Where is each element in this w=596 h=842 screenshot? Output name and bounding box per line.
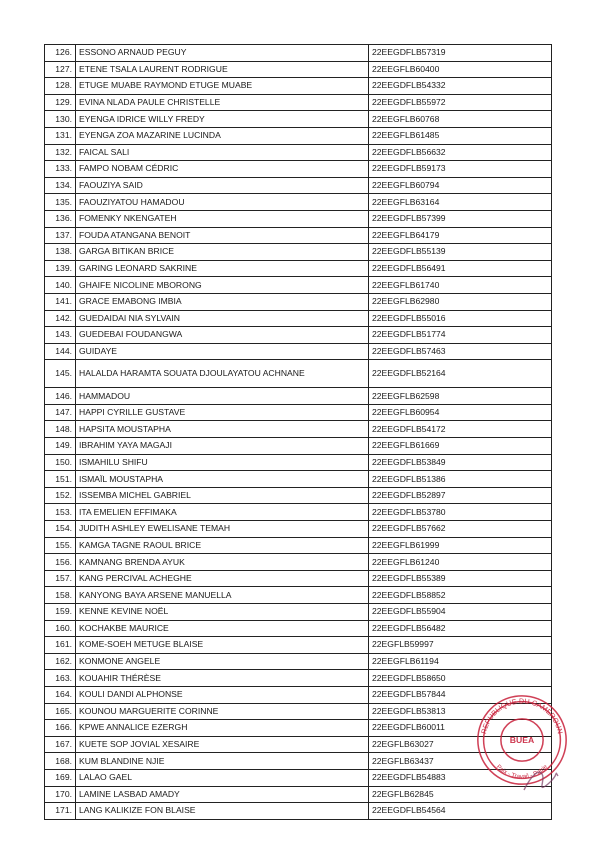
row-number: 171. bbox=[45, 803, 76, 820]
table-row bbox=[45, 554, 552, 571]
table-row bbox=[45, 161, 552, 178]
candidate-code: 22EEGFLB61194 bbox=[369, 653, 552, 670]
candidate-name: FOUDA ATANGANA BENOIT bbox=[76, 227, 369, 244]
candidate-name: FOMENKY NKENGATEH bbox=[76, 210, 369, 227]
table-row bbox=[45, 653, 552, 670]
table-row bbox=[45, 360, 552, 388]
candidate-code: 22EEGDFLB57463 bbox=[369, 343, 552, 360]
candidate-code: 22EEGDFLB58650 bbox=[369, 670, 552, 687]
table-row bbox=[45, 177, 552, 194]
candidate-code: 22EEGFLB61485 bbox=[369, 127, 552, 144]
candidate-name: ISSEMBA MICHEL GABRIEL bbox=[76, 487, 369, 504]
candidate-name: KUETE SOP JOVIAL XESAIRE bbox=[76, 736, 369, 753]
row-number: 131. bbox=[45, 127, 76, 144]
row-number: 147. bbox=[45, 404, 76, 421]
row-number: 149. bbox=[45, 438, 76, 455]
candidate-name: HAPPI CYRILLE GUSTAVE bbox=[76, 404, 369, 421]
table-row bbox=[45, 404, 552, 421]
row-number: 138. bbox=[45, 244, 76, 261]
table-row bbox=[45, 421, 552, 438]
row-number: 154. bbox=[45, 521, 76, 538]
candidate-code: 22EEGDFLB60011 bbox=[369, 720, 552, 737]
candidate-name: ETENE TSALA LAURENT RODRIGUE bbox=[76, 61, 369, 78]
candidate-name: KOUNOU MARGUERITE CORINNE bbox=[76, 703, 369, 720]
candidate-name: HAMMADOU bbox=[76, 388, 369, 405]
candidate-code: 22EEGDFLB55904 bbox=[369, 604, 552, 621]
table-row bbox=[45, 471, 552, 488]
candidate-name: GARING LEONARD SAKRINE bbox=[76, 260, 369, 277]
candidate-code: 22EEGDFLB53813 bbox=[369, 703, 552, 720]
candidate-code: 22EEGDFLB53849 bbox=[369, 454, 552, 471]
table-row bbox=[45, 521, 552, 538]
candidate-name: EYENGA IDRICE WILLY FREDY bbox=[76, 111, 369, 128]
candidate-name: KANG PERCIVAL ACHEGHE bbox=[76, 570, 369, 587]
candidate-name: KUM BLANDINE NJIE bbox=[76, 753, 369, 770]
table-row bbox=[45, 327, 552, 344]
candidate-name: KENNE KEVINE NOËL bbox=[76, 604, 369, 621]
table-row bbox=[45, 388, 552, 405]
candidate-code: 22EEGDFLB54564 bbox=[369, 803, 552, 820]
candidate-code: 22EEGDFLB51774 bbox=[369, 327, 552, 344]
candidate-code: 22EEGDFLB56632 bbox=[369, 144, 552, 161]
table-row bbox=[45, 260, 552, 277]
table-row bbox=[45, 620, 552, 637]
candidate-code: 22EEGFLB60768 bbox=[369, 111, 552, 128]
svg-text:Paix - Travail - Patrie: Paix - Travail - Patrie bbox=[494, 763, 550, 781]
row-number: 143. bbox=[45, 327, 76, 344]
table-row bbox=[45, 78, 552, 95]
table-row bbox=[45, 111, 552, 128]
candidate-code: 22EEGFLB61669 bbox=[369, 438, 552, 455]
candidate-code: 22EEGDFLB55139 bbox=[369, 244, 552, 261]
candidate-code: 22EEGFLB60954 bbox=[369, 404, 552, 421]
row-number: 136. bbox=[45, 210, 76, 227]
row-number: 153. bbox=[45, 504, 76, 521]
candidate-code: 22EEGDFLB57319 bbox=[369, 45, 552, 62]
table-row bbox=[45, 504, 552, 521]
candidate-name: ISMAHILU SHIFU bbox=[76, 454, 369, 471]
row-number: 127. bbox=[45, 61, 76, 78]
row-number: 132. bbox=[45, 144, 76, 161]
row-number: 164. bbox=[45, 686, 76, 703]
row-number: 148. bbox=[45, 421, 76, 438]
candidate-code: 22EEGDFLB53780 bbox=[369, 504, 552, 521]
row-number: 133. bbox=[45, 161, 76, 178]
candidate-name: GARGA BITIKAN BRICE bbox=[76, 244, 369, 261]
table-row bbox=[45, 604, 552, 621]
candidate-name: HAPSITA MOUSTAPHA bbox=[76, 421, 369, 438]
row-number: 161. bbox=[45, 637, 76, 654]
row-number: 128. bbox=[45, 78, 76, 95]
svg-text:REPUBLIQUE DU CAMEROUN: REPUBLIQUE DU CAMEROUN bbox=[479, 696, 565, 735]
candidate-code: 22EEGDFLB55389 bbox=[369, 570, 552, 587]
candidate-name: KOME-SOEH METUGE BLAISE bbox=[76, 637, 369, 654]
candidate-code: 22EEGFLB63164 bbox=[369, 194, 552, 211]
table-row bbox=[45, 45, 552, 62]
row-number: 130. bbox=[45, 111, 76, 128]
candidate-name: FAOUZIYA SAID bbox=[76, 177, 369, 194]
table-row bbox=[45, 803, 552, 820]
candidate-name: EVINA NLADA PAULE CHRISTELLE bbox=[76, 94, 369, 111]
candidate-code: 22EEGDFLB54883 bbox=[369, 769, 552, 786]
candidate-code: 22EEGDFLB57662 bbox=[369, 521, 552, 538]
row-number: 146. bbox=[45, 388, 76, 405]
table-row bbox=[45, 537, 552, 554]
candidate-code: 22EEGDFLB56491 bbox=[369, 260, 552, 277]
table-row bbox=[45, 277, 552, 294]
candidate-code: 22EEGDFLB52897 bbox=[369, 487, 552, 504]
candidate-code: 22EEGDFLB54172 bbox=[369, 421, 552, 438]
candidate-code: 22EEGDFLB56482 bbox=[369, 620, 552, 637]
candidate-name: FAICAL SALI bbox=[76, 144, 369, 161]
row-number: 140. bbox=[45, 277, 76, 294]
row-number: 126. bbox=[45, 45, 76, 62]
row-number: 129. bbox=[45, 94, 76, 111]
table-row bbox=[45, 786, 552, 803]
candidate-name: JUDITH ASHLEY EWELISANE TEMAH bbox=[76, 521, 369, 538]
table-row bbox=[45, 194, 552, 211]
row-number: 162. bbox=[45, 653, 76, 670]
candidate-name: LANG KALIKIZE FON BLAISE bbox=[76, 803, 369, 820]
row-number: 168. bbox=[45, 753, 76, 770]
candidate-name: HALALDA HARAMTA SOUATA DJOULAYATOU ACHNANE bbox=[76, 360, 369, 388]
candidate-code: 22EEGDFLB59173 bbox=[369, 161, 552, 178]
row-number: 141. bbox=[45, 293, 76, 310]
row-number: 151. bbox=[45, 471, 76, 488]
candidate-code: 22EEGDFLB55972 bbox=[369, 94, 552, 111]
candidate-code: 22EEGFLB62980 bbox=[369, 293, 552, 310]
candidate-name: LAMINE LASBAD AMADY bbox=[76, 786, 369, 803]
candidate-name: GHAIFE NICOLINE MBORONG bbox=[76, 277, 369, 294]
candidate-code: 22EEGFLB62598 bbox=[369, 388, 552, 405]
candidate-code: 22EEGDFLB57844 bbox=[369, 686, 552, 703]
table-row bbox=[45, 144, 552, 161]
candidate-name: FAMPO NOBAM CÉDRIC bbox=[76, 161, 369, 178]
table-row bbox=[45, 637, 552, 654]
table-row bbox=[45, 244, 552, 261]
table-row bbox=[45, 227, 552, 244]
table-row bbox=[45, 94, 552, 111]
row-number: 152. bbox=[45, 487, 76, 504]
candidate-name: ESSONO ARNAUD PEGUY bbox=[76, 45, 369, 62]
candidate-code: 22EEGDFLB57399 bbox=[369, 210, 552, 227]
candidate-code: 22EEGFLB61240 bbox=[369, 554, 552, 571]
candidate-name: KONMONE ANGELE bbox=[76, 653, 369, 670]
row-number: 169. bbox=[45, 769, 76, 786]
candidate-name: GUEDAIDAI NIA SYLVAIN bbox=[76, 310, 369, 327]
candidate-code: 22EGFLB63027 bbox=[369, 736, 552, 753]
candidate-name: GUIDAYE bbox=[76, 343, 369, 360]
table-row bbox=[45, 454, 552, 471]
row-number: 158. bbox=[45, 587, 76, 604]
candidate-name: ETUGE MUABE RAYMOND ETUGE MUABE bbox=[76, 78, 369, 95]
signature-scribble bbox=[520, 760, 560, 800]
candidate-name: IBRAHIM YAYA MAGAJI bbox=[76, 438, 369, 455]
row-number: 163. bbox=[45, 670, 76, 687]
table-row bbox=[45, 210, 552, 227]
candidate-code: 22EEGDFLB52164 bbox=[369, 360, 552, 388]
candidate-code: 22EEGFLB61740 bbox=[369, 277, 552, 294]
candidate-name: KANYONG BAYA ARSENE MANUELLA bbox=[76, 587, 369, 604]
table-row bbox=[45, 61, 552, 78]
svg-text:BUEA: BUEA bbox=[509, 734, 535, 745]
row-number: 166. bbox=[45, 720, 76, 737]
table-row bbox=[45, 127, 552, 144]
candidate-name: KOCHAKBE MAURICE bbox=[76, 620, 369, 637]
table-row bbox=[45, 587, 552, 604]
row-number: 160. bbox=[45, 620, 76, 637]
table-row bbox=[45, 310, 552, 327]
row-number: 165. bbox=[45, 703, 76, 720]
candidate-name: KPWE ANNALICE EZERGH bbox=[76, 720, 369, 737]
table-row bbox=[45, 438, 552, 455]
candidate-name: KAMNANG BRENDA AYUK bbox=[76, 554, 369, 571]
table-row bbox=[45, 570, 552, 587]
row-number: 145. bbox=[45, 360, 76, 388]
row-number: 139. bbox=[45, 260, 76, 277]
candidate-code: 22EGFLB59997 bbox=[369, 637, 552, 654]
candidate-name: FAOUZIYATOU HAMADOU bbox=[76, 194, 369, 211]
candidate-name: KOULI DANDI ALPHONSE bbox=[76, 686, 369, 703]
row-number: 157. bbox=[45, 570, 76, 587]
candidate-code: 22EEGDFLB51386 bbox=[369, 471, 552, 488]
candidate-code: 22EGFLB62845 bbox=[369, 786, 552, 803]
row-number: 135. bbox=[45, 194, 76, 211]
candidate-name: GUEDEBAI FOUDANGWA bbox=[76, 327, 369, 344]
candidate-code: 22EGFLB63437 bbox=[369, 753, 552, 770]
candidate-name: ISMAÏL MOUSTAPHA bbox=[76, 471, 369, 488]
candidate-code: 22EEGFLB60400 bbox=[369, 61, 552, 78]
row-number: 144. bbox=[45, 343, 76, 360]
table-row bbox=[45, 670, 552, 687]
candidate-name: KOUAHIR THÉRÈSE bbox=[76, 670, 369, 687]
candidate-name: LALAO GAEL bbox=[76, 769, 369, 786]
table-row bbox=[45, 293, 552, 310]
row-number: 156. bbox=[45, 554, 76, 571]
candidate-name: GRACE EMABONG IMBIA bbox=[76, 293, 369, 310]
candidate-name: ITA EMELIEN EFFIMAKA bbox=[76, 504, 369, 521]
candidate-code: 22EEGFLB61999 bbox=[369, 537, 552, 554]
row-number: 167. bbox=[45, 736, 76, 753]
row-number: 170. bbox=[45, 786, 76, 803]
candidate-code: 22EEGDFLB55016 bbox=[369, 310, 552, 327]
row-number: 142. bbox=[45, 310, 76, 327]
row-number: 137. bbox=[45, 227, 76, 244]
candidate-code: 22EEGFLB64179 bbox=[369, 227, 552, 244]
candidate-code: 22EEGDFLB58852 bbox=[369, 587, 552, 604]
table-row bbox=[45, 487, 552, 504]
row-number: 159. bbox=[45, 604, 76, 621]
row-number: 150. bbox=[45, 454, 76, 471]
candidate-code: 22EEGFLB60794 bbox=[369, 177, 552, 194]
candidate-code: 22EEGDFLB54332 bbox=[369, 78, 552, 95]
table-row bbox=[45, 343, 552, 360]
candidate-name: KAMGA TAGNE RAOUL BRICE bbox=[76, 537, 369, 554]
candidate-name: EYENGA ZOA MAZARINE LUCINDA bbox=[76, 127, 369, 144]
row-number: 155. bbox=[45, 537, 76, 554]
row-number: 134. bbox=[45, 177, 76, 194]
